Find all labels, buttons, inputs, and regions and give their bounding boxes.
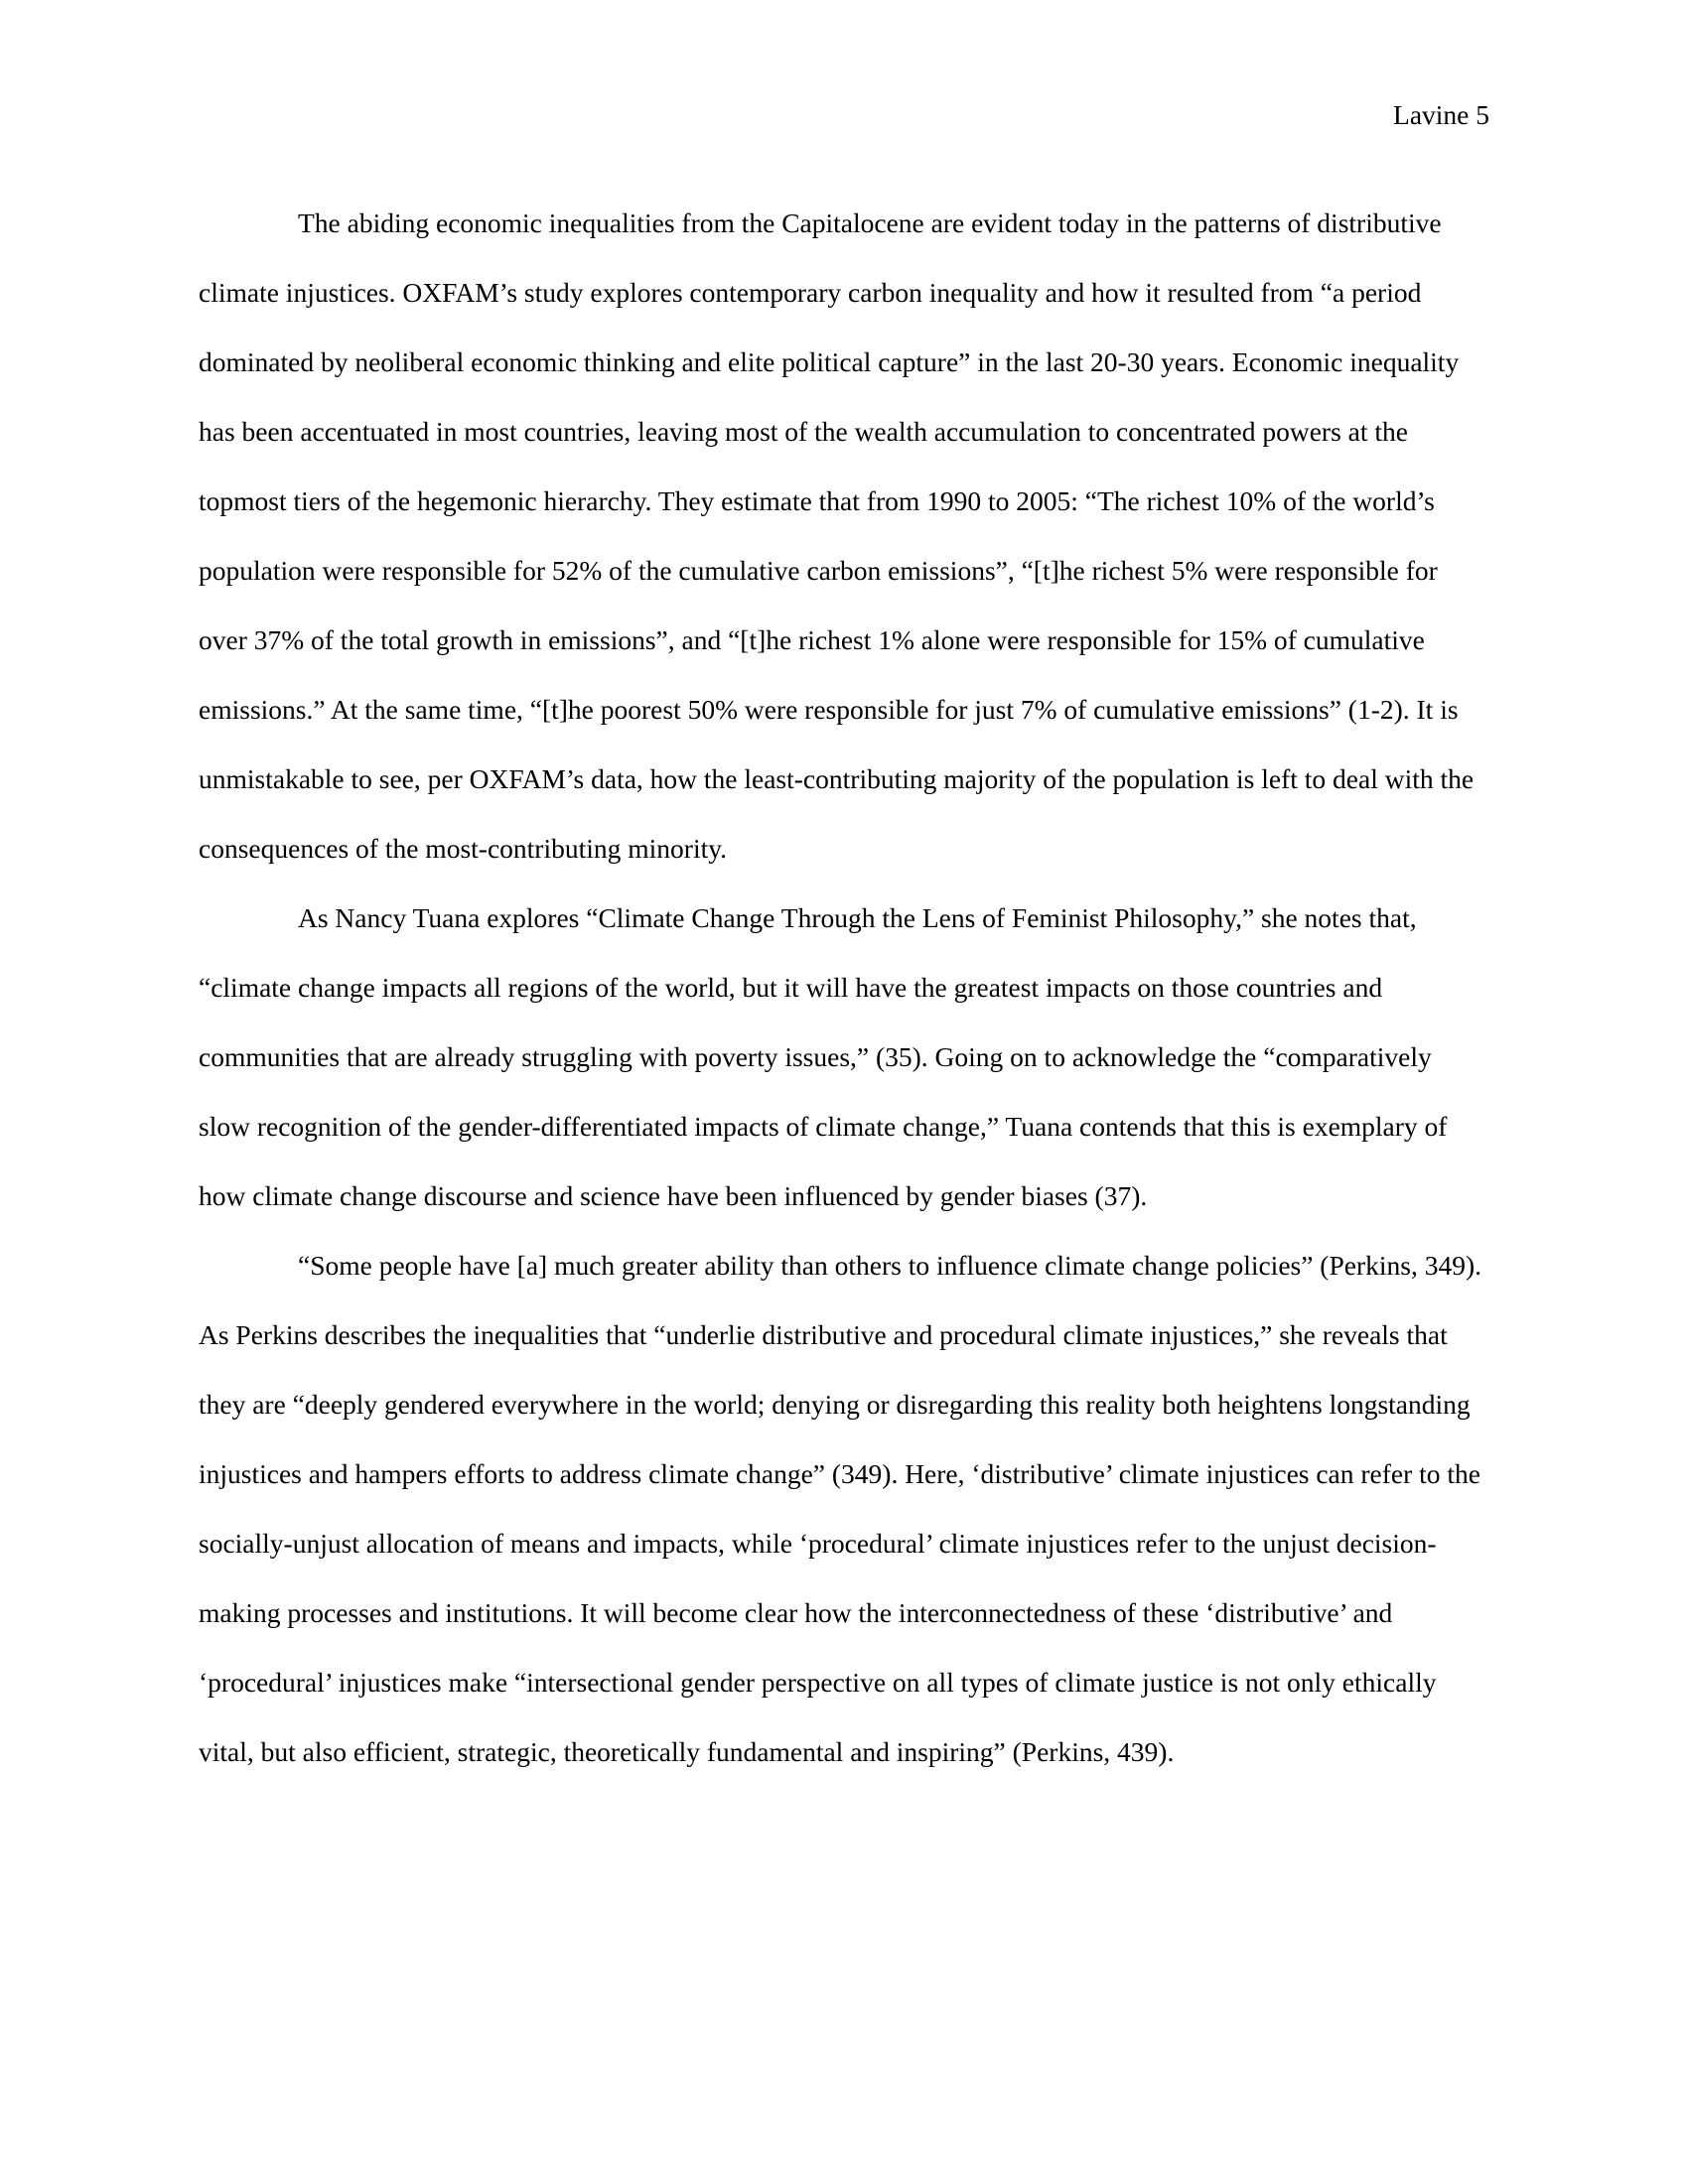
- paragraph-carbon-inequality: The abiding economic inequalities from the Capitalocene are evident today in the patterns of distributive climate injustices. OXFAM’s study explores contemporary carbon inequality and how it resulted from “a period dominated by neoliberal economic thinking and elite political capture” in the last 20-30 years. Economic inequality has been accentuated in most countries, leaving most of the wealth accumulation to concentrated powers at the topmost tiers of the hegemonic hierarchy. They estimate that from 1990 to 2005: “The richest 10% of the world’s population were responsible for 52% of the cumulative carbon emissions”, “[t]he richest 5% were responsible for over 37% of the total growth in emissions”, and “[t]he richest 1% alone were responsible for 15% of cumulative emissions.” At the same time, “[t]he poorest 50% were responsible for just 7% of cumulative emissions” (1-2). It is unmistakable to see, per OXFAM’s data, how the least-contributing majority of the population is left to deal with the consequences of the most-contributing minority.: [199, 207, 1475, 864]
- paragraph-perkins-climate-injustices: “Some people have [a] much greater ability than others to influence climate change policies” (Perkins, 349). As Perkins describes the inequalities that “underlie distributive and procedural climate injustices,” she reveals that they are “deeply gendered everywhere in the world; denying or disregarding this reality both heightens longstanding injustices and hampers efforts to address climate change” (349). Here, ‘distributive’ climate injustices can refer to the socially-unjust allocation of means and impacts, while ‘procedural’ climate injustices refer to the unjust decision-making processes and institutions. It will become clear how the interconnectedness of these ‘distributive’ and ‘procedural’ injustices make “intersectional gender perspective on all types of climate justice is not only ethically vital, but also efficient, strategic, theoretically fundamental and inspiring” (Perkins, 439).: [199, 1250, 1481, 1767]
- paragraph-tuana-feminist-philosophy: As Nancy Tuana explores “Climate Change Through the Lens of Feminist Philosophy,” she notes that, “climate change impacts all regions of the world, but it will have the greatest impacts on those countries and communities that are already struggling with poverty issues,” (35). Going on to acknowledge the “comparatively slow recognition of the gender-differentiated impacts of climate change,” Tuana contends that this is exemplary of how climate change discourse and science have been influenced by gender biases (37).: [199, 902, 1448, 1211]
- running-head-page-number: Lavine 5: [1393, 99, 1489, 130]
- body-text: [199, 189, 1489, 1787]
